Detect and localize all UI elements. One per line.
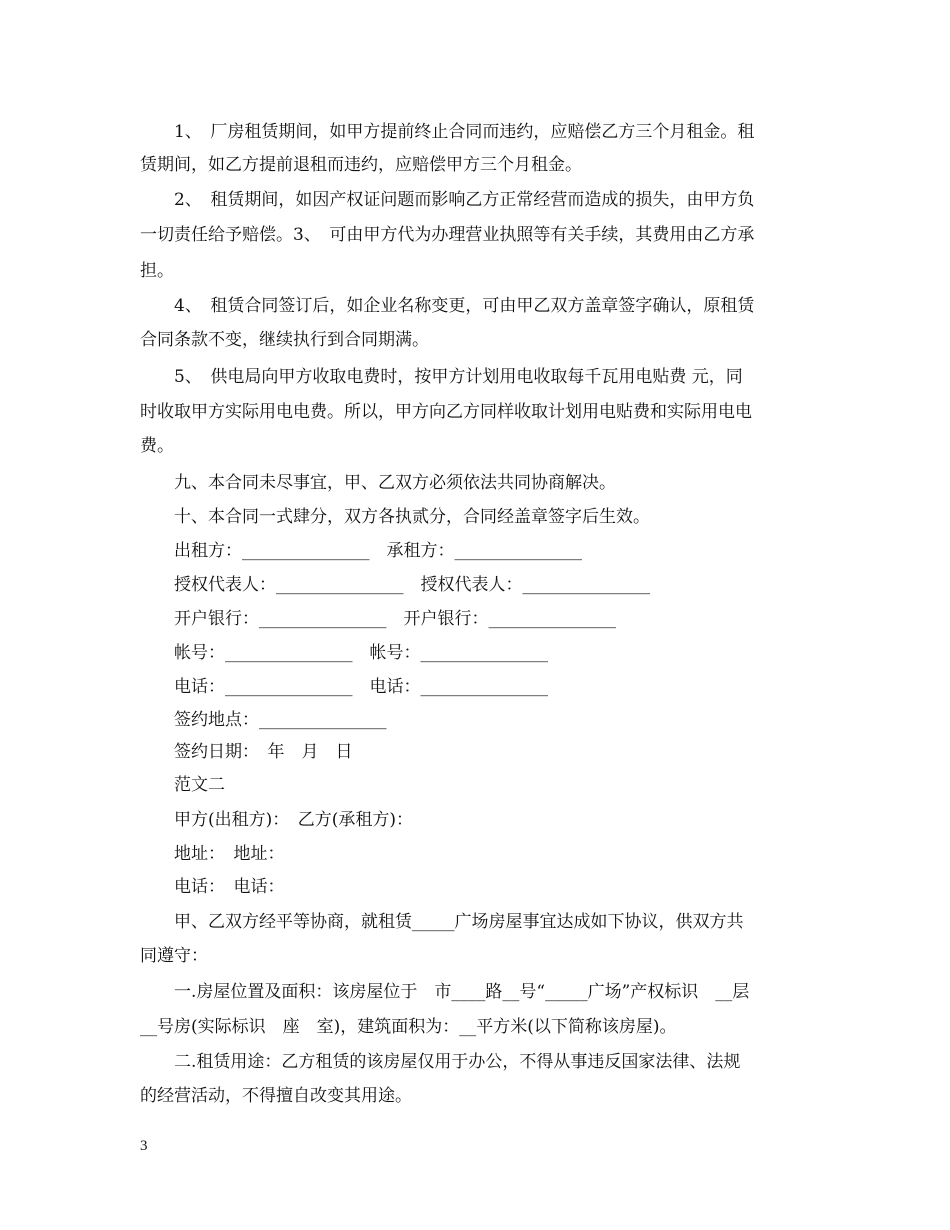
clause-5-line-2: 时收取甲方实际用电电费。所以，甲方向乙方同样收取计划用电贴费和实际用电电 <box>140 402 752 422</box>
signing-date-field: 签约日期： 年 月 日 <box>174 742 353 762</box>
clause-4-line-1: 4、 租赁合同签订后，如企业名称变更，可由甲乙双方盖章签字确认，原租赁 <box>174 296 755 316</box>
clause-1-line-2: 赁期间，如乙方提前退租而违约，应赔偿甲方三个月租金。 <box>140 155 582 175</box>
bank-field: 开户银行：_______________ 开户银行：_______________ <box>174 609 616 629</box>
lease-purpose-line-1: 二.租赁用途：乙方租赁的该房屋仅用于办公，不得从事违反国家法律、法规 <box>174 1052 741 1072</box>
agreement-intro-line-1: 甲、乙双方经平等协商，就租赁_____广场房屋事宜达成如下协议，供双方共 <box>174 912 744 932</box>
section-heading: 范文二 <box>174 775 225 795</box>
article-10: 十、本合同一式肆分，双方各执贰分，合同经盖章签字后生效。 <box>174 507 650 527</box>
agreement-intro-line-2: 同遵守： <box>140 946 208 966</box>
account-field: 帐号：_______________ 帐号：_______________ <box>174 643 548 663</box>
page-number: 3 <box>140 1138 148 1154</box>
article-9: 九、本合同未尽事宜，甲、乙双方必须依法共同协商解决。 <box>174 473 616 493</box>
lease-purpose-line-2: 的经营活动，不得擅自改变其用途。 <box>140 1086 412 1106</box>
phone-line: 电话： 电话： <box>174 877 285 897</box>
clause-1-line-1: 1、 厂房租赁期间，如甲方提前终止合同而违约，应赔偿乙方三个月租金。租 <box>174 122 755 142</box>
authorized-rep-field: 授权代表人：_______________ 授权代表人：_______________ <box>174 575 650 595</box>
lessor-lessee-field: 出租方：_______________ 承租方：_______________ <box>174 541 582 561</box>
parties-line: 甲方(出租方)： 乙方(承租方)： <box>174 810 414 830</box>
address-line: 地址： 地址： <box>174 844 285 864</box>
clause-4-line-2: 合同条款不变，继续执行到合同期满。 <box>140 330 429 350</box>
clause-2-line-1: 2、 租赁期间，如因产权证问题而影响乙方正常经营而造成的损失，由甲方负 <box>174 190 755 210</box>
property-location-line-1: 一.房屋位置及面积：该房屋位于 市____路__号“_____广场”产权标识 __层 <box>174 982 750 1002</box>
clause-5-line-3: 费。 <box>140 436 174 456</box>
phone-field: 电话：_______________ 电话：_______________ <box>174 677 548 697</box>
clause-2-3-line-2: 一切责任给予赔偿。3、 可由甲方代为办理营业执照等有关手续，其费用由乙方承 <box>140 225 755 245</box>
property-location-line-2: __号房(实际标识 座 室)，建筑面积为：__平方米(以下简称该房屋)。 <box>140 1017 677 1037</box>
clause-3-line-3: 担。 <box>140 261 174 281</box>
clause-5-line-1: 5、 供电局向甲方收取电费时，按甲方计划用电收取每千瓦用电贴费 元，同 <box>174 367 743 387</box>
signing-place-field: 签约地点：_______________ <box>174 710 387 730</box>
